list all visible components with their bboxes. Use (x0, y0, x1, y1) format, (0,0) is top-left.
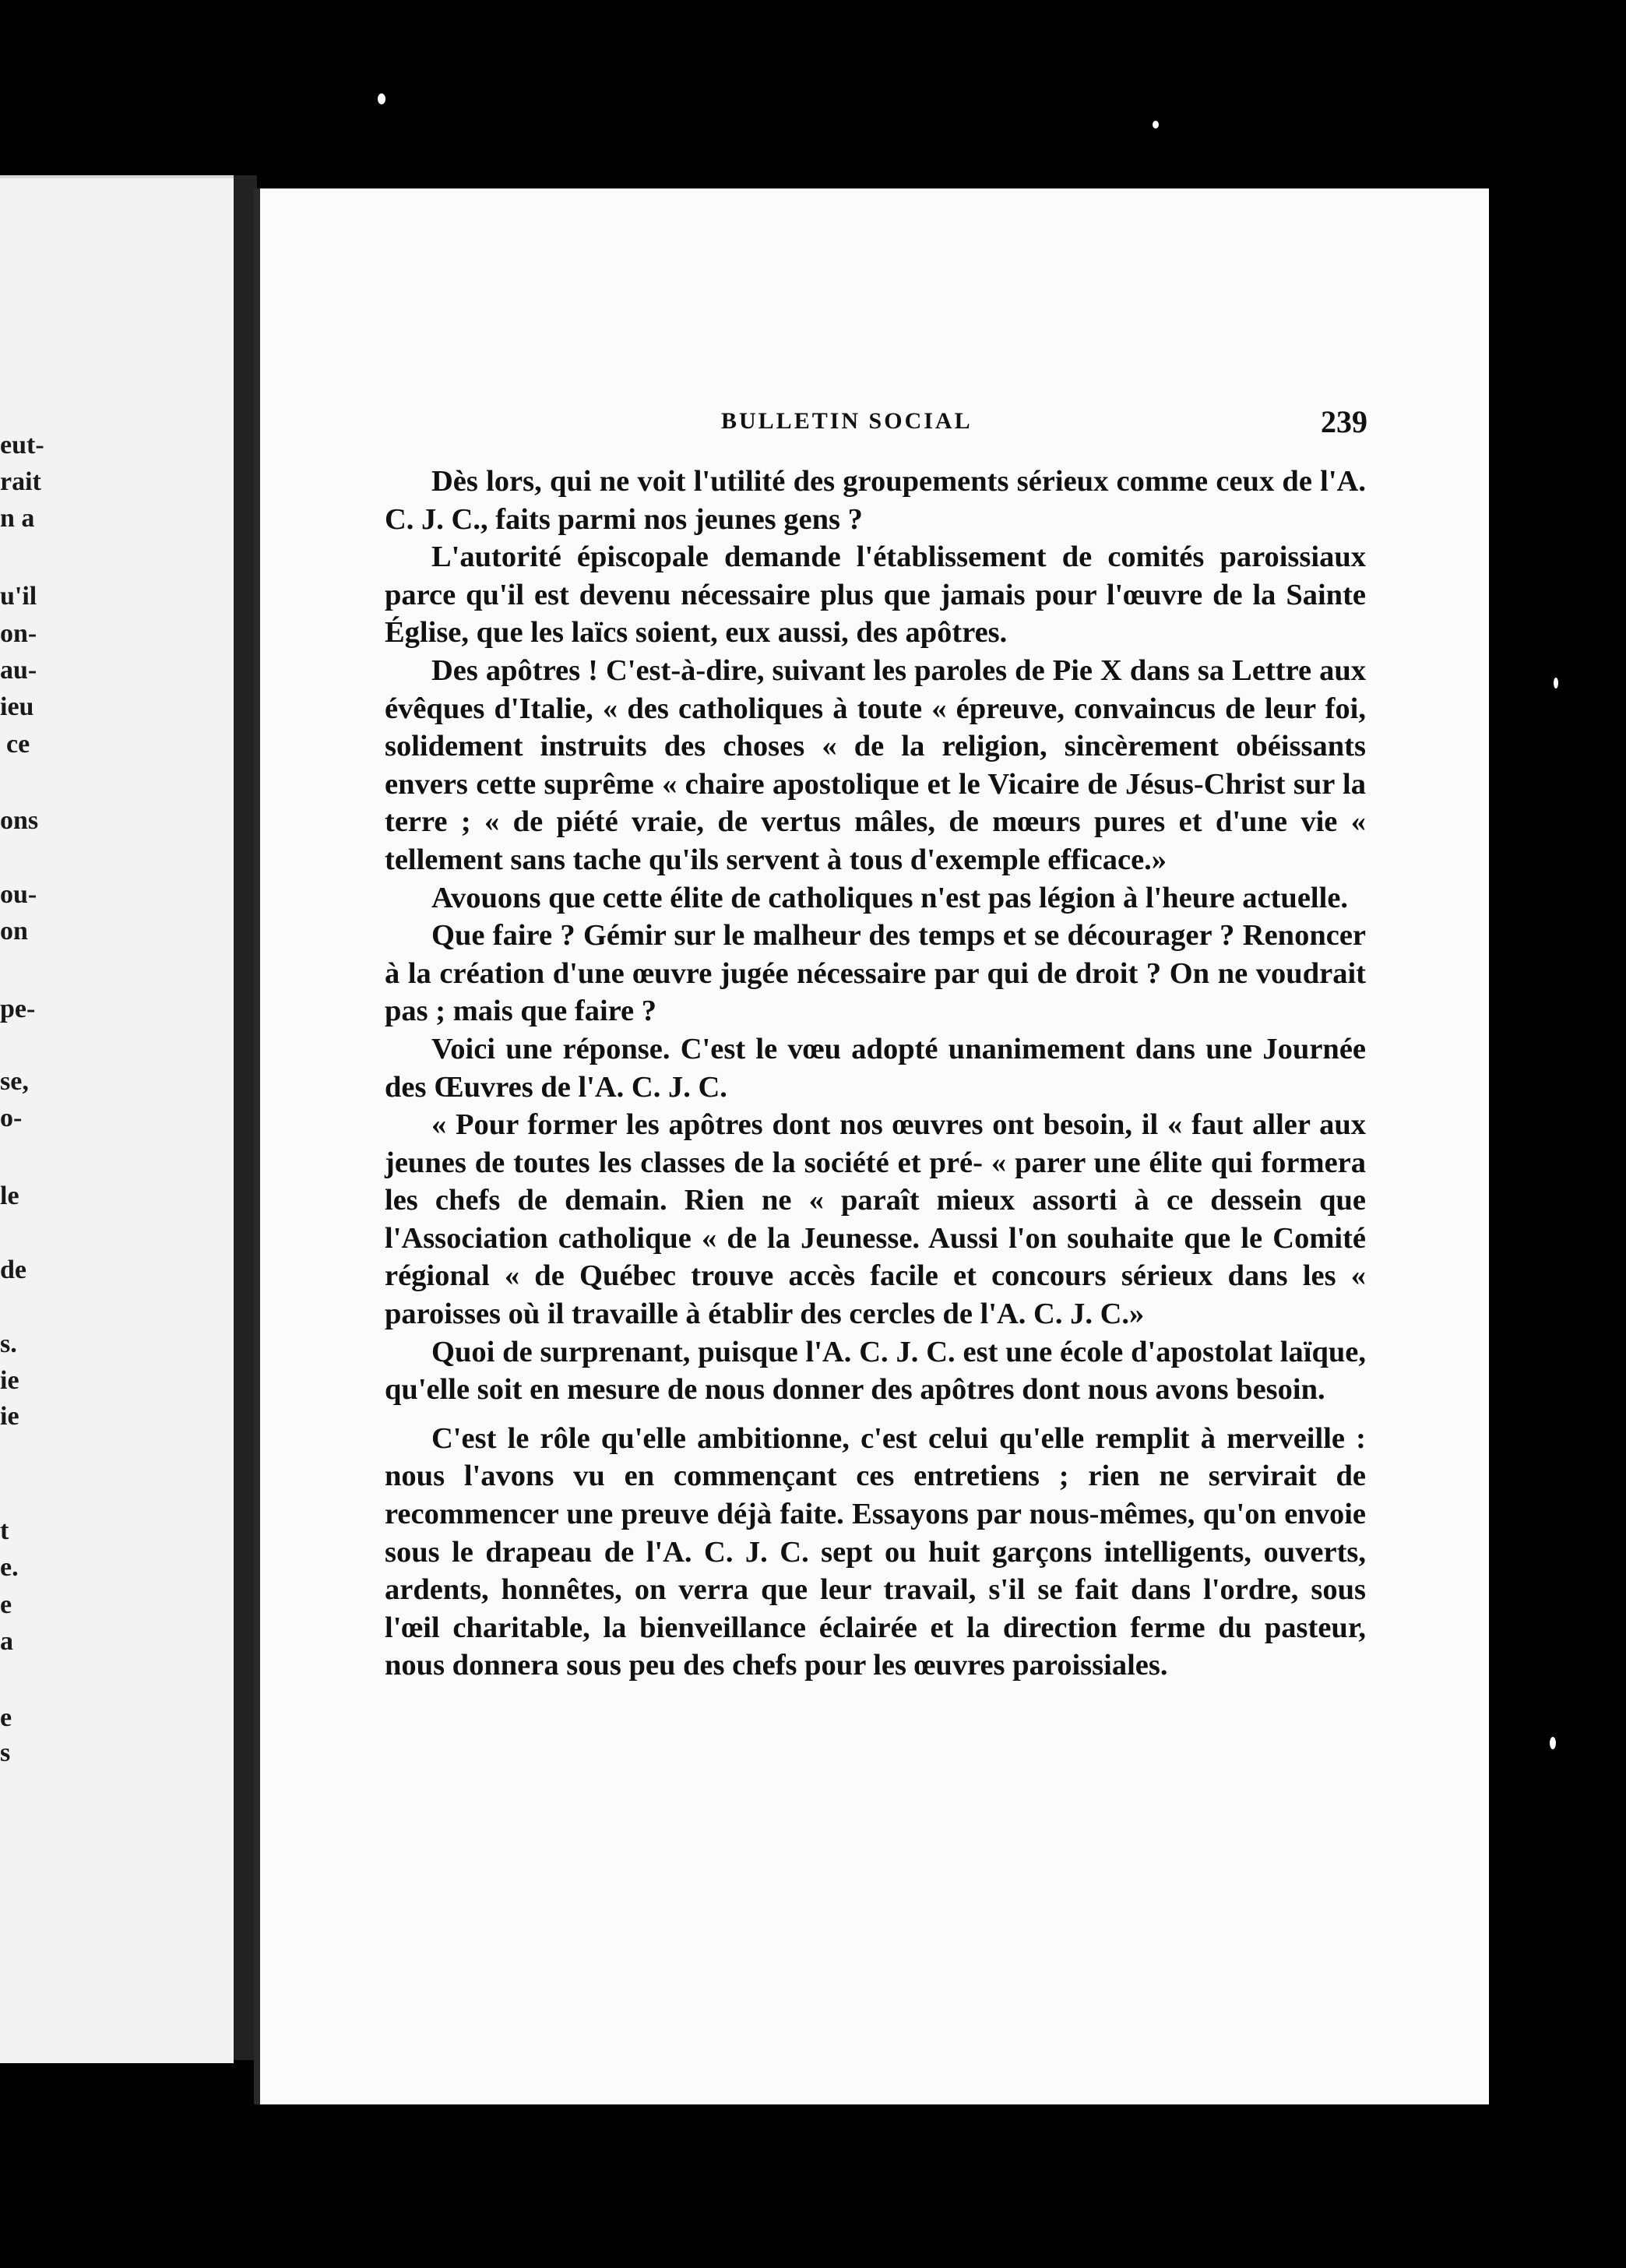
body-text (385, 463, 1366, 1685)
dust-speck (1153, 121, 1159, 129)
running-head: BULLETIN SOCIAL (721, 408, 973, 434)
left-fragment: rait (0, 467, 41, 496)
left-fragment: e (0, 1703, 12, 1732)
left-fragment: s. (0, 1329, 17, 1358)
left-fragment: s (0, 1738, 11, 1767)
left-fragment: de (0, 1256, 26, 1284)
left-fragment: au- (0, 656, 37, 685)
left-fragment: ieu (0, 692, 34, 721)
paragraph: C'est le rôle qu'elle ambitionne, c'est celui qu'elle remplit à merveille : nous l'avons vu en commençant ces entretiens ; rien ne servirait de recommencer une preuve déjà faite. Essayons par nous-mêmes, qu'on envoie sous le drapeau de l'A. C. J. C. sept ou huit garçons intelligents, ouverts, ardents, honnêtes, on verra que leur travail, s'il se fait dans l'ordre, sous l'œil charitable, la bienveillance éclairée et la direction ferme du pasteur, nous donnera sous peu des chefs pour les œuvres paroissiales. (385, 1421, 1366, 1682)
right-page (254, 188, 1489, 2104)
quoted-paragraph: « Pour former les apôtres dont nos œuvres ont besoin, il « faut aller aux jeunes de toutes les classes de la société et pré- « parer une élite qui formera les chefs de demain. Rien ne « paraît mieux assorti à ce dessein que l'Association catholique « de la Jeunesse. Aussi l'on souhaite que le Comité régional « de Québec trouve accès facile et concours sérieux dans les « paroisses où il travaille à établir des cercles de l'A. C. J. C.» (385, 1108, 1366, 1331)
left-page-text (0, 178, 234, 2063)
left-fragment: ie (0, 1402, 19, 1431)
paragraph: L'autorité épiscopale demande l'établissement de comités paroissiaux parce qu'il est devenu nécessaire plus que jamais pour l'œuvre de la Sainte Église, que les laïcs soient, eux aussi, des apôtres. (385, 541, 1366, 650)
paragraph: Quoi de surprenant, puisque l'A. C. J. C. est une école d'apostolat laïque, qu'elle soit en mesure de nous donner des apôtres dont nous avons besoin. (385, 1335, 1366, 1407)
left-fragment: o- (0, 1104, 23, 1132)
left-page (0, 175, 234, 2063)
left-fragment: ie (0, 1366, 19, 1395)
left-fragment: pe- (0, 995, 36, 1023)
page-number: 239 (1321, 404, 1367, 439)
paragraph: Voici une réponse. C'est le vœu adopté unanimement dans une Journée des Œuvres de l'A. C. J. C. (385, 1032, 1366, 1104)
dust-speck (378, 93, 385, 104)
paragraph: Avouons que cette élite de catholiques n'est pas légion à l'heure actuelle. (431, 881, 1349, 914)
left-fragment: ons (0, 806, 39, 835)
left-fragment: eut- (0, 431, 44, 460)
left-fragment: a (0, 1627, 13, 1656)
left-fragment: on (0, 917, 28, 946)
left-fragment: le (0, 1182, 19, 1210)
dust-speck (1550, 1737, 1556, 1749)
left-fragment: t (0, 1516, 9, 1545)
left-fragment: e. (0, 1553, 19, 1582)
left-fragment: on- (0, 619, 37, 648)
page-header (260, 404, 1489, 455)
left-fragment: ou- (0, 880, 37, 909)
paragraph: Des apôtres ! C'est-à-dire, suivant les paroles de Pie X dans sa Lettre aux évêques d'Italie, « des catholiques à toute « épreuve, convaincus de leur foi, solidement instruits des choses « de la religion, sincèrement obéissants envers cette suprême « chaire apostolique et le Vicaire de Jésus-Christ sur la terre ; « de piété vraie, de vertus mâles, de mœurs pures et d'une vie « tellement sans tache qu'ils servent à tous d'exemple efficace.» (385, 653, 1366, 876)
paragraph: Que faire ? Gémir sur le malheur des temps et se décourager ? Renoncer à la création d'une œuvre jugée nécessaire par qui de droit ? On ne voudrait pas ; mais que faire ? (385, 919, 1366, 1028)
dust-speck (1554, 678, 1558, 688)
left-fragment: se, (0, 1067, 29, 1096)
left-fragment: n a (0, 504, 35, 533)
left-fragment: ce (6, 730, 30, 759)
left-fragment: u'il (0, 582, 37, 611)
paragraph: Dès lors, qui ne voit l'utilité des groupements sérieux comme ceux de l'A. C. J. C., faits parmi nos jeunes gens ? (385, 465, 1366, 536)
left-fragment: e (0, 1590, 12, 1619)
